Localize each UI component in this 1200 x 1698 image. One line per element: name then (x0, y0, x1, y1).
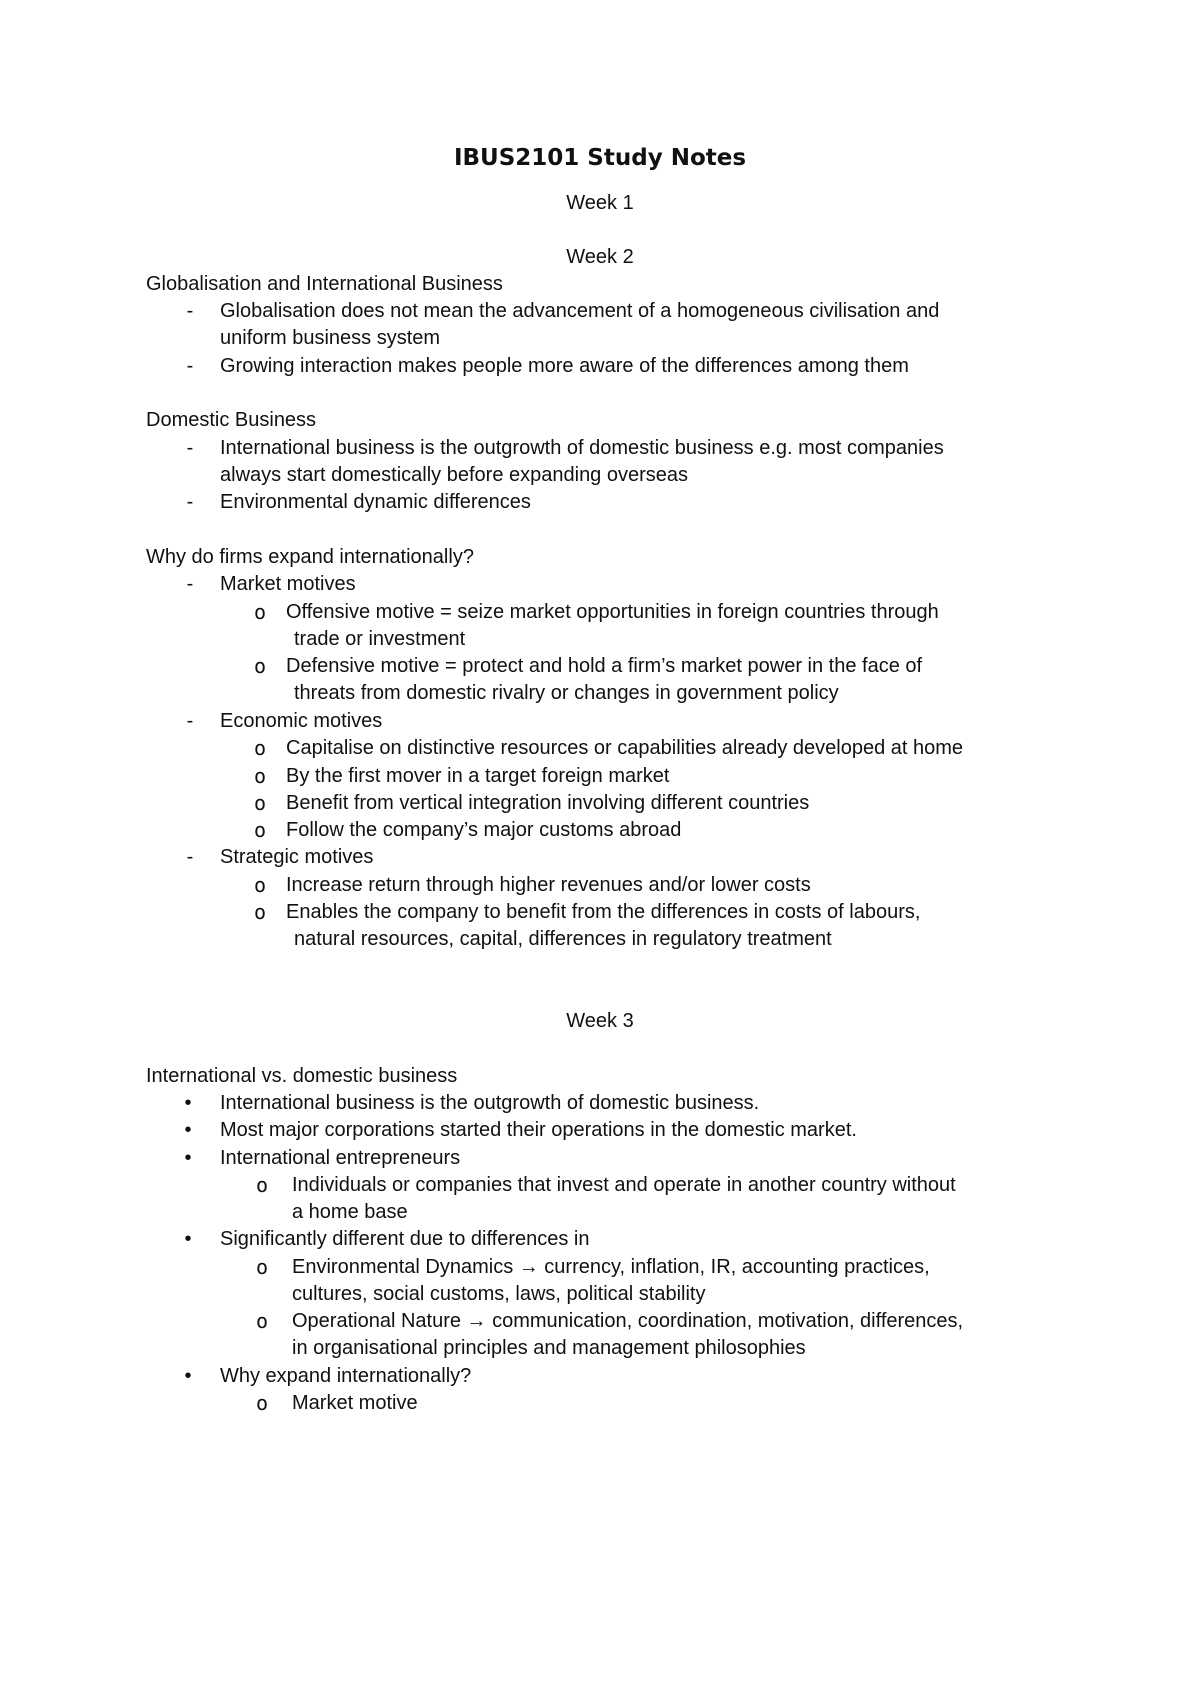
list-item-line: uniform business system (220, 327, 441, 349)
circle-marker: o (253, 654, 267, 678)
bullet-marker: • (184, 1119, 192, 1141)
list-item-line: Globalisation does not mean the advancement of a homogeneous civilisation and (220, 300, 940, 322)
sub-item-line: Increase return through higher revenues and/or lower costs (286, 874, 811, 896)
dash-marker: - (186, 846, 194, 868)
circle-marker: o (255, 1309, 269, 1333)
dash-marker: - (186, 300, 194, 322)
sub-item-line: Offensive motive = seize market opportunities in foreign countries through (286, 601, 939, 623)
list-item-line: Environmental dynamic differences (220, 491, 531, 513)
week-3-heading: Week 3 (566, 1010, 634, 1032)
sub-item-line: Operational Nature → communication, coordination, motivation, differences, (292, 1310, 964, 1332)
circle-marker: o (253, 736, 267, 760)
list-item-line: Market motives (220, 573, 356, 595)
list-item-line: Strategic motives (220, 846, 374, 868)
sub-item-line: Environmental Dynamics → currency, inflation, IR, accounting practices, (292, 1256, 930, 1278)
circle-marker: o (255, 1391, 269, 1415)
circle-marker: o (253, 600, 267, 624)
sub-item-line: natural resources, capital, differences in regulatory treatment (294, 928, 832, 950)
list-item-line: always start domestically before expanding overseas (220, 464, 689, 486)
sub-item-line: trade or investment (294, 628, 466, 650)
dash-marker: - (186, 355, 194, 377)
sub-item-line: a home base (292, 1201, 408, 1223)
list-item-line: International entrepreneurs (220, 1147, 461, 1169)
list-item-line: International business is the outgrowth of domestic business. (220, 1092, 760, 1114)
list-item-line: Growing interaction makes people more aware of the differences among them (220, 355, 909, 377)
circle-marker: o (253, 900, 267, 924)
sub-item-line: Defensive motive = protect and hold a firm’s market power in the face of (286, 655, 923, 677)
bullet-marker: • (184, 1147, 192, 1169)
circle-marker: o (253, 791, 267, 815)
list-item-line: International business is the outgrowth of domestic business e.g. most companies (220, 437, 944, 459)
section-heading: Why do firms expand internationally? (146, 546, 474, 568)
circle-marker: o (253, 818, 267, 842)
section-heading: Domestic Business (146, 409, 317, 431)
sub-item-line: By the first mover in a target foreign market (286, 765, 670, 787)
circle-marker: o (255, 1173, 269, 1197)
sub-item-line: threats from domestic rivalry or changes in government policy (294, 682, 839, 704)
sub-item-line: cultures, social customs, laws, political stability (292, 1283, 706, 1305)
section-heading: Globalisation and International Business (146, 273, 503, 295)
sub-item-line: Market motive (292, 1392, 418, 1414)
list-item-line: Most major corporations started their operations in the domestic market. (220, 1119, 857, 1141)
circle-marker: o (253, 873, 267, 897)
bullet-marker: • (184, 1092, 192, 1114)
dash-marker: - (186, 710, 194, 732)
list-item-line: Why expand internationally? (220, 1365, 472, 1387)
sub-item-line: Capitalise on distinctive resources or capabilities already developed at home (286, 737, 964, 759)
sub-item-line: Individuals or companies that invest and operate in another country without (292, 1174, 956, 1196)
sub-item-line: Benefit from vertical integration involving different countries (286, 792, 810, 814)
list-item-line: Economic motives (220, 710, 383, 732)
list-item-line: Significantly different due to differences in (220, 1228, 590, 1250)
document-title: IBUS2101 Study Notes (453, 145, 747, 171)
sub-item-line: Enables the company to benefit from the differences in costs of labours, (286, 901, 921, 923)
section-heading: International vs. domestic business (146, 1065, 458, 1087)
sub-item-line: Follow the company’s major customs abroad (286, 819, 682, 841)
week-1-heading: Week 1 (566, 192, 634, 214)
bullet-marker: • (184, 1228, 192, 1250)
bullet-marker: • (184, 1365, 192, 1387)
sub-item-line: in organisational principles and management philosophies (292, 1337, 806, 1359)
dash-marker: - (186, 437, 194, 459)
circle-marker: o (255, 1255, 269, 1279)
dash-marker: - (186, 573, 194, 595)
circle-marker: o (253, 764, 267, 788)
week-2-heading: Week 2 (566, 246, 634, 268)
dash-marker: - (186, 491, 194, 513)
